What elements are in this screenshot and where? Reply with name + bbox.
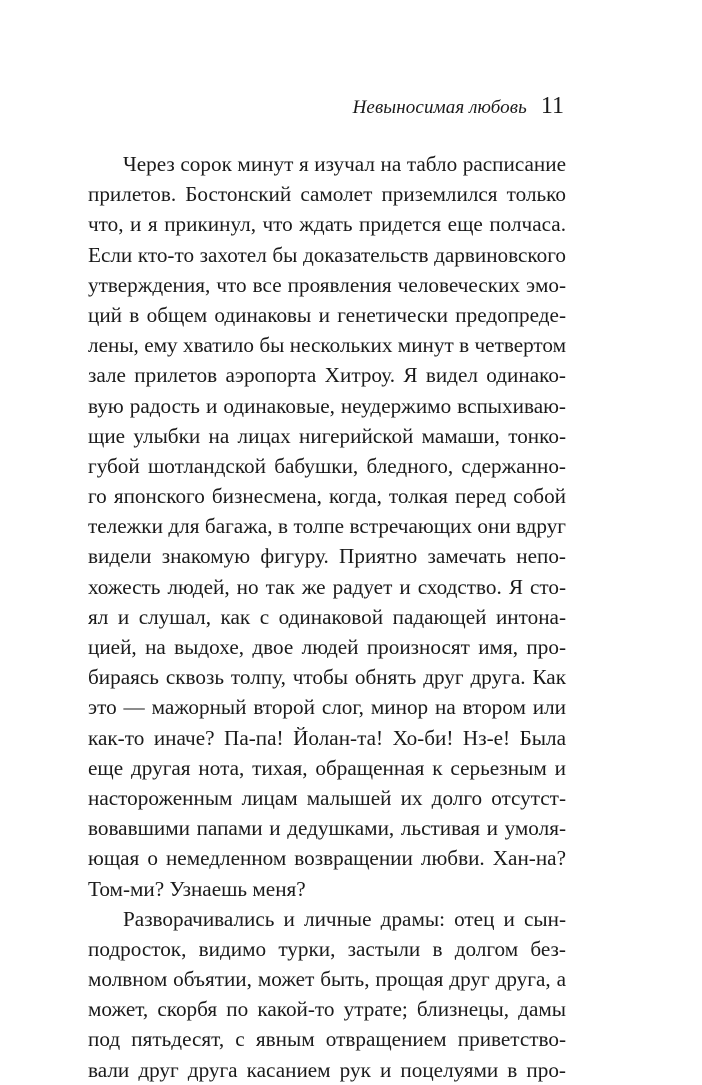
text-line: хожесть людей, но так же радует и сходство. Я сто- — [88, 574, 566, 599]
text-line: ял и слушал, как с одинаковой падающей интона- — [88, 604, 566, 629]
text-line: может, скорбя по какой-то утрате; близнецы, дамы — [88, 997, 566, 1022]
text-line: утверждения, что все проявления человеческих эмо- — [88, 272, 566, 297]
running-title: Невыносимая любовь — [352, 97, 527, 118]
text-line: Разворачивались и личные драмы: отец и сын- — [123, 906, 566, 931]
text-line: вали друг друга касанием рук и поцелуями в про- — [88, 1057, 566, 1082]
text-line: подросток, видимо турки, застыли в долгом без- — [88, 936, 566, 961]
text-line: вую радость и одинаковые, неудержимо вспыхиваю- — [88, 393, 566, 418]
paragraph-1 — [88, 149, 566, 904]
text-line: что, и я прикинул, что ждать придется еще полчаса. — [88, 212, 566, 237]
paragraph-2 — [88, 904, 566, 1085]
text-line: под пятьдесят, с явным отвращением приветство- — [88, 1027, 566, 1052]
text-line: го японского бизнесмена, когда, толкая перед собой — [88, 484, 566, 509]
text-line: ций в общем одинаковы и генетически предопреде- — [88, 302, 566, 327]
text-line: губой шотландской бабушки, бледного, сдержанно- — [88, 453, 566, 478]
body-text — [88, 149, 566, 1085]
text-line: молвном объятии, может быть, прощая друг друга, а — [88, 967, 566, 992]
text-line: вовавшими папами и дедушками, льстивая и умоля- — [88, 816, 566, 841]
text-line: зале прилетов аэропорта Хитроу. Я видел одинако- — [88, 363, 566, 388]
text-line: настороженным лицам малышей их долго отсутст- — [88, 785, 566, 810]
text-line: цией, на выдохе, двое людей произносят имя, про- — [88, 635, 566, 659]
text-line: еще другая нота, тихая, обращенная к серьезным и — [88, 755, 566, 780]
text-line: ющая о немедленном возвращении любви. Хан-на? — [88, 846, 566, 871]
text-line: Том-ми? Узнаешь меня? — [88, 876, 306, 901]
text-line: лены, ему хватило бы нескольких минут в четвертом — [88, 333, 566, 358]
running-head — [353, 93, 564, 120]
text-line: Через сорок минут я изучал на табло расписание — [123, 152, 566, 176]
text-line: тележки для багажа, в толпе встречающих они вдруг — [88, 514, 566, 539]
text-line: видели знакомую фигуру. Приятно замечать непо- — [88, 544, 566, 569]
text-line: прилетов. Бостонский самолет приземлился только — [88, 182, 566, 207]
text-line: это — мажорный второй слог, минор на втором или — [88, 695, 566, 720]
text-line: как-то иначе? Па-па! Йолан-та! Хо-би! Нз-е! Была — [88, 725, 566, 750]
text-line: щие улыбки на лицах нигерийской мамаши, тонко- — [88, 423, 566, 448]
text-line: бираясь сквозь толпу, чтобы обнять друг друга. Как — [88, 665, 566, 690]
page-number: 11 — [540, 93, 564, 119]
text-line: Если кто-то захотел бы доказательств дарвиновского — [88, 242, 566, 267]
